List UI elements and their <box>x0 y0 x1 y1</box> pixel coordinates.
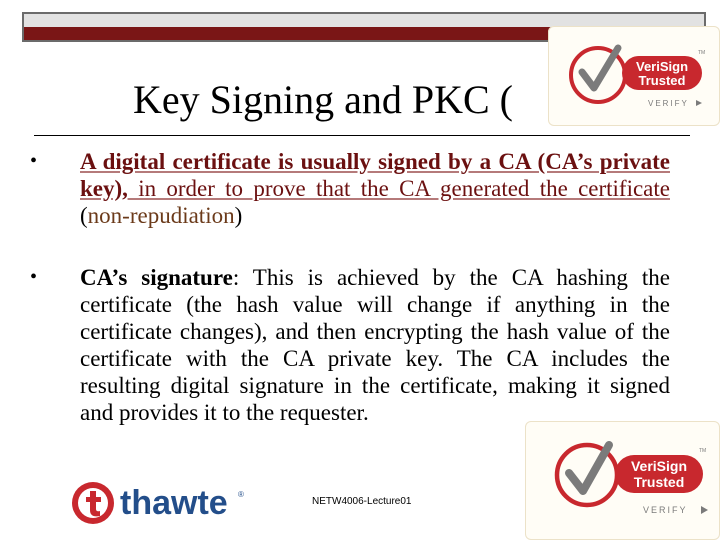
verisign-bottom-tm: TM <box>699 448 707 454</box>
verisign-bottom-verify: VERIFY <box>643 505 688 515</box>
verisign-bottom-line2: Trusted <box>633 474 685 490</box>
verisign-top-line1: VeriSign <box>635 59 689 74</box>
bullet-2-lead: CA’s signature <box>80 265 233 290</box>
thawte-logo <box>70 480 250 526</box>
bullet-1-part5: ) <box>234 203 243 228</box>
verisign-bottom-line1: VeriSign <box>630 458 688 474</box>
verisign-top-tm: TM <box>698 50 706 56</box>
thawte-wordmark: thawte <box>120 484 228 522</box>
thawte-registered-mark: ® <box>238 490 244 499</box>
slide-title: Key Signing and PKC ( <box>133 77 513 122</box>
verisign-seal-top <box>548 26 720 126</box>
bullet-2-rest: : This is achieved by the CA hashing the certificate (the hash value will change if anything in the certificate changes), and then encrypting the hash value of the certificate with the CA private key. The CA includes the resulting digital signature in the certificate, making it signed and provides it to the requester. <box>80 265 671 425</box>
title-divider <box>34 135 690 136</box>
bullet-1-part4: non-repudiation <box>87 203 235 228</box>
bullet-1-part1: A digital certificate is usually signed by a CA (CA’s private key), <box>80 149 670 201</box>
bullet-marker: • <box>30 150 38 172</box>
bullet-text-2 <box>80 264 670 426</box>
verisign-top-verify: VERIFY <box>648 99 689 108</box>
bullet-1-part2: in order to prove that the CA generated the certificate <box>127 176 670 201</box>
verisign-seal-bottom <box>525 421 720 540</box>
footer-label: NETW4006-Lecture01 <box>312 496 412 507</box>
bullet-text-1 <box>80 148 670 229</box>
bullet-1-part3: ( <box>80 203 88 228</box>
bullet-marker: • <box>30 266 38 288</box>
verisign-top-line2: Trusted <box>638 73 686 88</box>
thawte-t-icon <box>70 480 116 526</box>
